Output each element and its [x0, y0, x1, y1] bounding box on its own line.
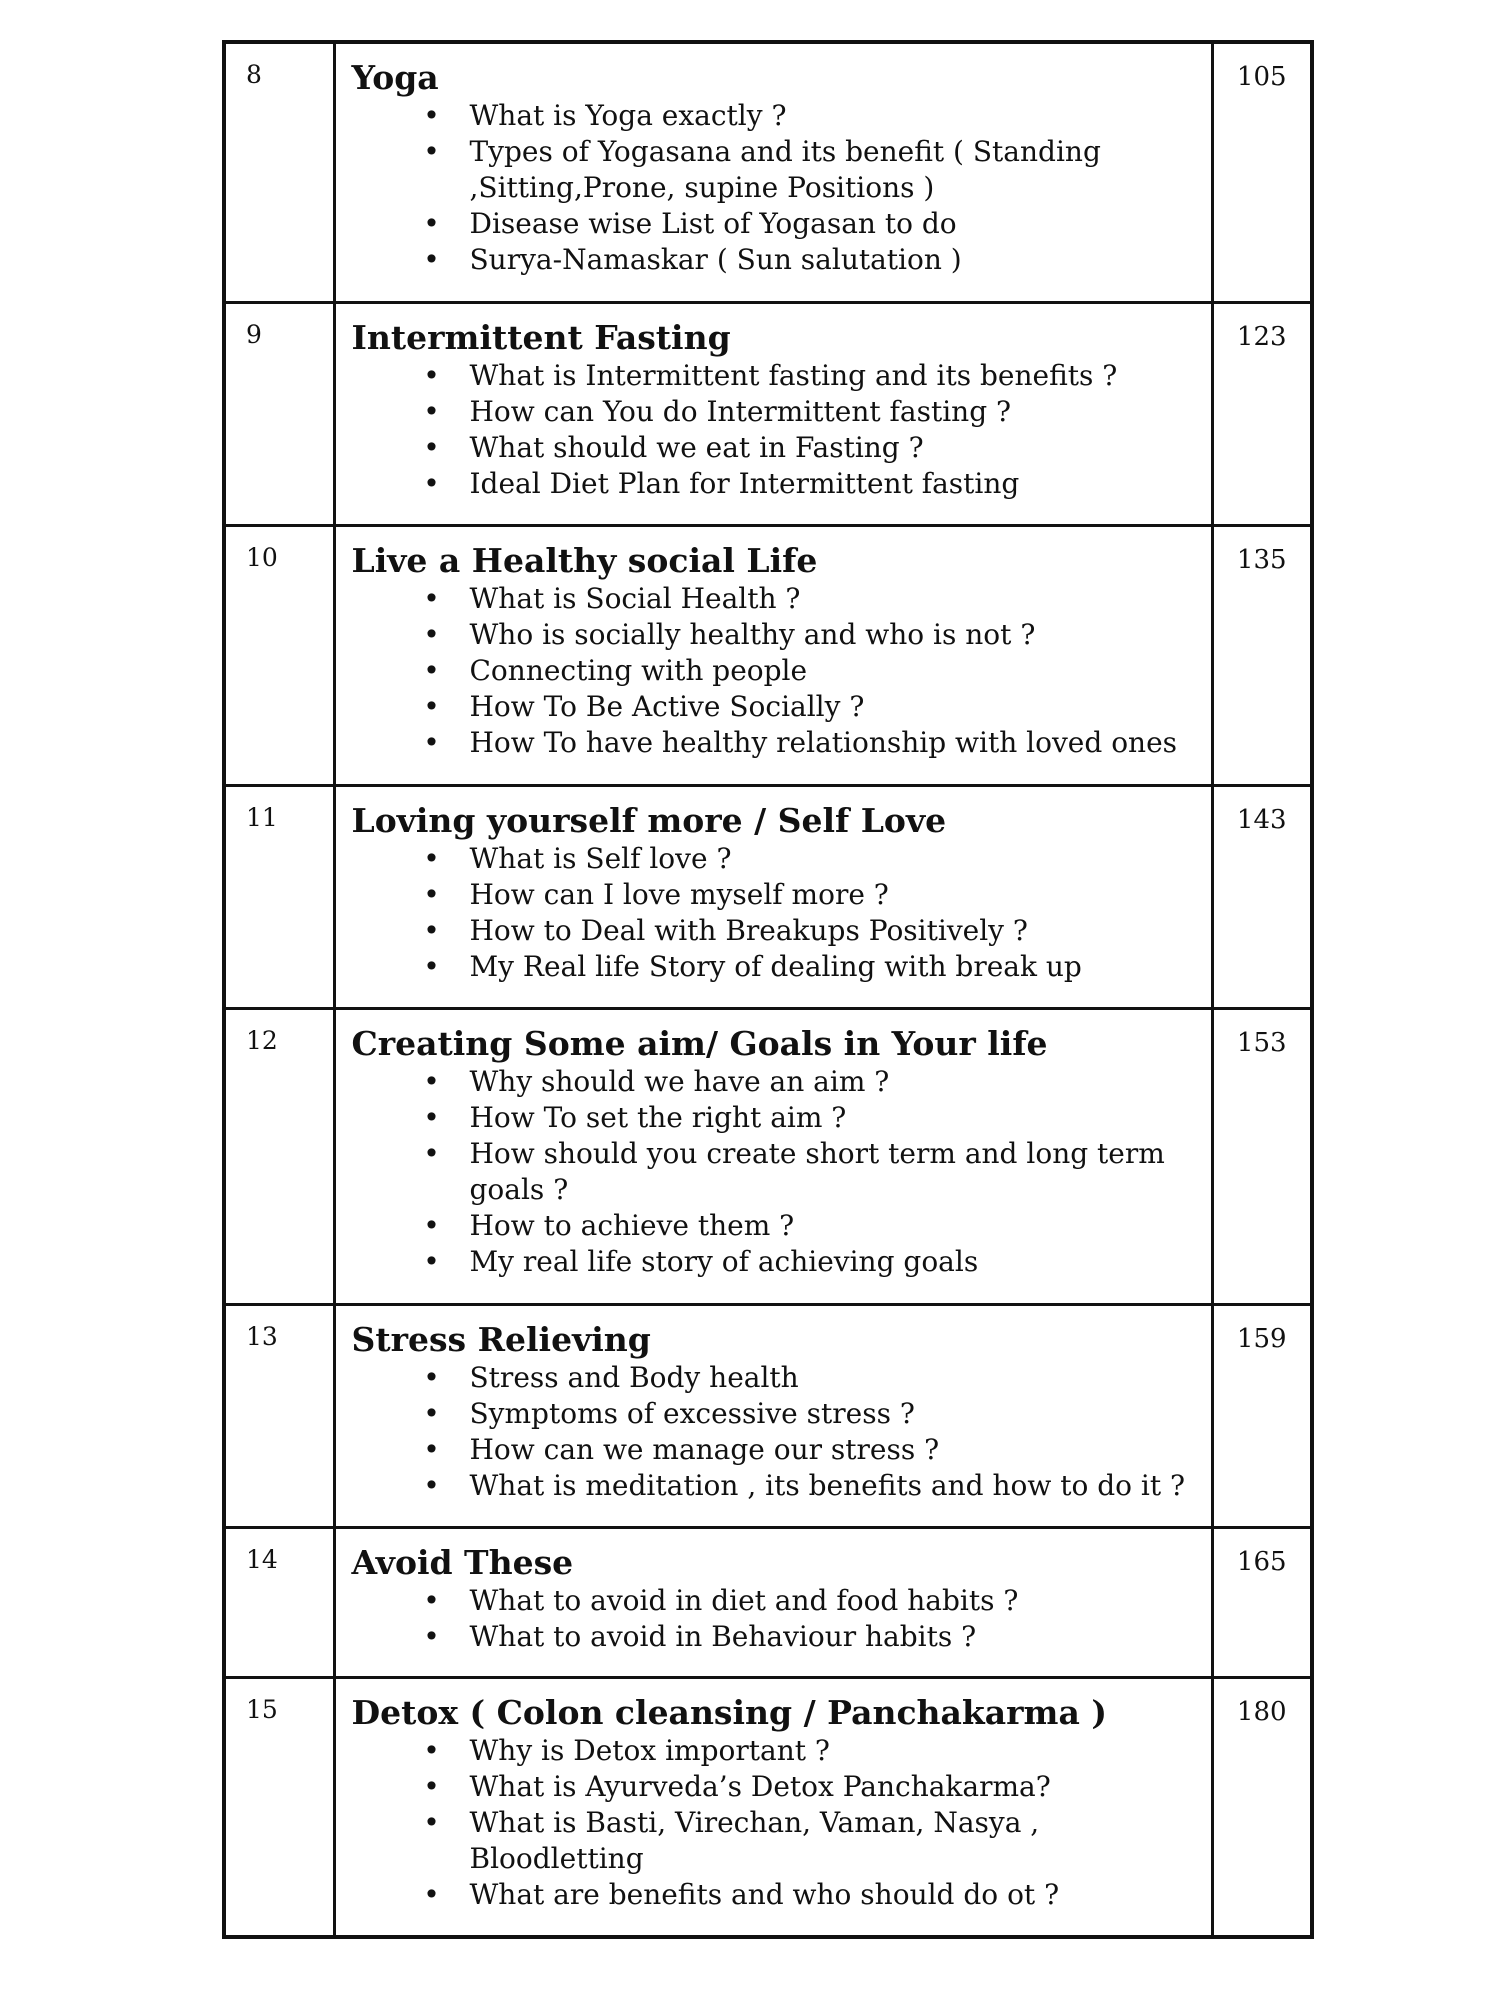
topic-text: Symptoms of excessive stress ? — [469, 1396, 915, 1430]
topic-item — [422, 358, 1203, 394]
topic-text: What should we eat in Fasting ? — [469, 430, 924, 464]
chapter-row — [224, 525, 1312, 785]
topic-list — [352, 841, 1203, 985]
topic-list — [352, 1583, 1203, 1655]
topic-item — [422, 242, 1203, 278]
page-number: 123 — [1212, 302, 1312, 525]
topic-text: How To Be Active Socially ? — [469, 689, 865, 723]
topic-item — [422, 913, 1203, 949]
chapter-number: 11 — [224, 785, 334, 1008]
chapter-number: 15 — [224, 1677, 334, 1937]
topic-item — [422, 1619, 1203, 1655]
topic-list — [352, 1733, 1203, 1913]
bullet-icon: • — [423, 243, 440, 276]
toc-body — [224, 42, 1312, 1937]
page-number: 135 — [1212, 525, 1312, 785]
topic-text: How can we manage our stress ? — [469, 1432, 940, 1466]
chapter-row — [224, 42, 1312, 302]
topic-text: Stress and Body health — [469, 1360, 799, 1394]
chapter-number: 13 — [224, 1304, 334, 1527]
topic-item — [422, 1805, 1203, 1877]
chapter-content — [334, 302, 1212, 525]
topic-item — [422, 134, 1203, 206]
topic-item — [422, 1064, 1203, 1100]
chapter-title: Stress Relieving — [351, 1319, 651, 1359]
topic-list — [352, 358, 1203, 502]
page-number: 180 — [1212, 1677, 1312, 1937]
topic-item — [422, 841, 1203, 877]
page-number: 159 — [1212, 1304, 1312, 1527]
chapter-title: Detox ( Colon cleansing / Panchakarma ) — [351, 1692, 1107, 1732]
topic-item — [422, 98, 1203, 134]
bullet-icon: • — [423, 581, 440, 615]
bullet-icon: • — [423, 1619, 440, 1653]
chapter-number: 8 — [224, 42, 334, 302]
topic-text: Surya-Namaskar ( Sun salutation ) — [469, 243, 962, 276]
topic-item — [422, 1244, 1203, 1280]
topic-text: Ideal Diet Plan for Intermittent fasting — [469, 466, 1020, 500]
topic-item — [422, 1769, 1203, 1805]
chapter-content — [334, 1304, 1212, 1527]
topic-text: My real life story of achieving goals — [469, 1244, 979, 1278]
topic-text: How should you create short term and long term goals ? — [469, 1136, 1165, 1206]
topic-text: What to avoid in diet and food habits ? — [469, 1583, 1019, 1617]
bullet-icon: • — [423, 617, 440, 651]
bullet-icon: • — [423, 1244, 440, 1278]
topic-text: Why is Detox important ? — [469, 1733, 830, 1767]
page-number: 105 — [1212, 42, 1312, 302]
page-number: 153 — [1212, 1008, 1312, 1304]
chapter-content — [334, 1527, 1212, 1677]
topic-text: What are benefits and who should do ot ? — [469, 1877, 1060, 1911]
topic-item — [422, 949, 1203, 985]
bullet-icon: • — [423, 358, 440, 392]
topic-item — [422, 653, 1203, 689]
topic-text: What is Social Health ? — [469, 581, 801, 615]
topic-item — [422, 1733, 1203, 1769]
topic-text: How to achieve them ? — [469, 1208, 795, 1242]
topic-item — [422, 581, 1203, 617]
topic-text: Types of Yogasana and its benefit ( Standing ,Sitting,Prone, supine Positions ) — [469, 135, 1101, 204]
chapter-number: 9 — [224, 302, 334, 525]
topic-text: How can You do Intermittent fasting ? — [469, 394, 1012, 428]
topic-text: Why should we have an aim ? — [469, 1064, 890, 1098]
bullet-icon: • — [423, 394, 440, 428]
topic-item — [422, 206, 1203, 242]
topic-item — [422, 1136, 1203, 1208]
chapter-content — [334, 42, 1212, 302]
bullet-icon: • — [423, 841, 440, 875]
page-number: 143 — [1212, 785, 1312, 1008]
bullet-icon: • — [423, 430, 440, 464]
bullet-icon: • — [423, 913, 440, 947]
table-of-contents — [222, 40, 1314, 1939]
topic-list — [352, 98, 1203, 278]
chapter-row — [224, 1008, 1312, 1304]
topic-list — [352, 581, 1203, 761]
topic-item — [422, 1877, 1203, 1913]
chapter-row — [224, 1677, 1312, 1937]
bullet-icon: • — [423, 949, 440, 983]
topic-list — [352, 1064, 1203, 1280]
bullet-icon: • — [423, 99, 440, 132]
chapter-content — [334, 525, 1212, 785]
bullet-icon: • — [423, 1877, 440, 1911]
topic-item — [422, 877, 1203, 913]
chapter-title: Yoga — [351, 58, 439, 97]
bullet-icon: • — [423, 1100, 440, 1134]
chapter-row — [224, 785, 1312, 1008]
topic-item — [422, 1432, 1203, 1468]
topic-text: What to avoid in Behaviour habits ? — [469, 1619, 977, 1653]
topic-item — [422, 1396, 1203, 1432]
topic-text: What is Basti, Virechan, Vaman, Nasya , Bloodletting — [469, 1805, 1040, 1875]
chapter-row — [224, 302, 1312, 525]
bullet-icon: • — [423, 1136, 440, 1170]
topic-list — [352, 1360, 1203, 1504]
topic-item — [422, 725, 1203, 761]
bullet-icon: • — [423, 466, 440, 500]
topic-text: What is Intermittent fasting and its benefits ? — [469, 358, 1118, 392]
topic-item — [422, 466, 1203, 502]
topic-item — [422, 1100, 1203, 1136]
topic-text: What is Ayurveda’s Detox Panchakarma? — [469, 1769, 1051, 1803]
topic-text: What is Yoga exactly ? — [469, 99, 787, 132]
topic-item — [422, 689, 1203, 725]
bullet-icon: • — [423, 1733, 440, 1767]
bullet-icon: • — [423, 725, 440, 759]
chapter-title: Creating Some aim/ Goals in Your life — [351, 1023, 1048, 1063]
chapter-content — [334, 1008, 1212, 1304]
bullet-icon: • — [423, 1396, 440, 1430]
topic-text: How To set the right aim ? — [469, 1100, 847, 1134]
bullet-icon: • — [423, 135, 440, 168]
topic-item — [422, 617, 1203, 653]
page-number: 165 — [1212, 1527, 1312, 1677]
bullet-icon: • — [423, 1769, 440, 1803]
topic-item — [422, 1360, 1203, 1396]
chapter-title: Intermittent Fasting — [351, 317, 731, 357]
chapter-title: Loving yourself more / Self Love — [351, 800, 947, 840]
chapter-number: 14 — [224, 1527, 334, 1677]
bullet-icon: • — [423, 1360, 440, 1394]
topic-text: My Real life Story of dealing with break up — [469, 949, 1082, 983]
topic-text: What is meditation , its benefits and how to do it ? — [469, 1468, 1186, 1502]
bullet-icon: • — [423, 1208, 440, 1242]
topic-text: Connecting with people — [469, 653, 808, 687]
bullet-icon: • — [423, 689, 440, 723]
bullet-icon: • — [423, 1064, 440, 1098]
topic-text: Who is socially healthy and who is not ? — [469, 617, 1036, 651]
chapter-content — [334, 785, 1212, 1008]
bullet-icon: • — [423, 1583, 440, 1617]
topic-item — [422, 1208, 1203, 1244]
chapter-title: Live a Healthy social Life — [351, 540, 818, 580]
topic-item — [422, 430, 1203, 466]
topic-text: What is Self love ? — [469, 841, 732, 875]
bullet-icon: • — [423, 1805, 440, 1839]
topic-item — [422, 394, 1203, 430]
topic-text: Disease wise List of Yogasan to do — [469, 207, 957, 240]
bullet-icon: • — [423, 1432, 440, 1466]
chapter-row — [224, 1304, 1312, 1527]
chapter-content — [334, 1677, 1212, 1937]
topic-text: How To have healthy relationship with loved ones — [469, 725, 1178, 759]
topic-item — [422, 1468, 1203, 1504]
chapter-row — [224, 1527, 1312, 1677]
chapter-number: 10 — [224, 525, 334, 785]
bullet-icon: • — [423, 877, 440, 911]
bullet-icon: • — [423, 1468, 440, 1502]
chapter-number: 12 — [224, 1008, 334, 1304]
topic-text: How to Deal with Breakups Positively ? — [469, 913, 1028, 947]
bullet-icon: • — [423, 653, 440, 687]
topic-item — [422, 1583, 1203, 1619]
topic-text: How can I love myself more ? — [469, 877, 889, 911]
bullet-icon: • — [423, 207, 440, 240]
chapter-title: Avoid These — [351, 1542, 574, 1582]
